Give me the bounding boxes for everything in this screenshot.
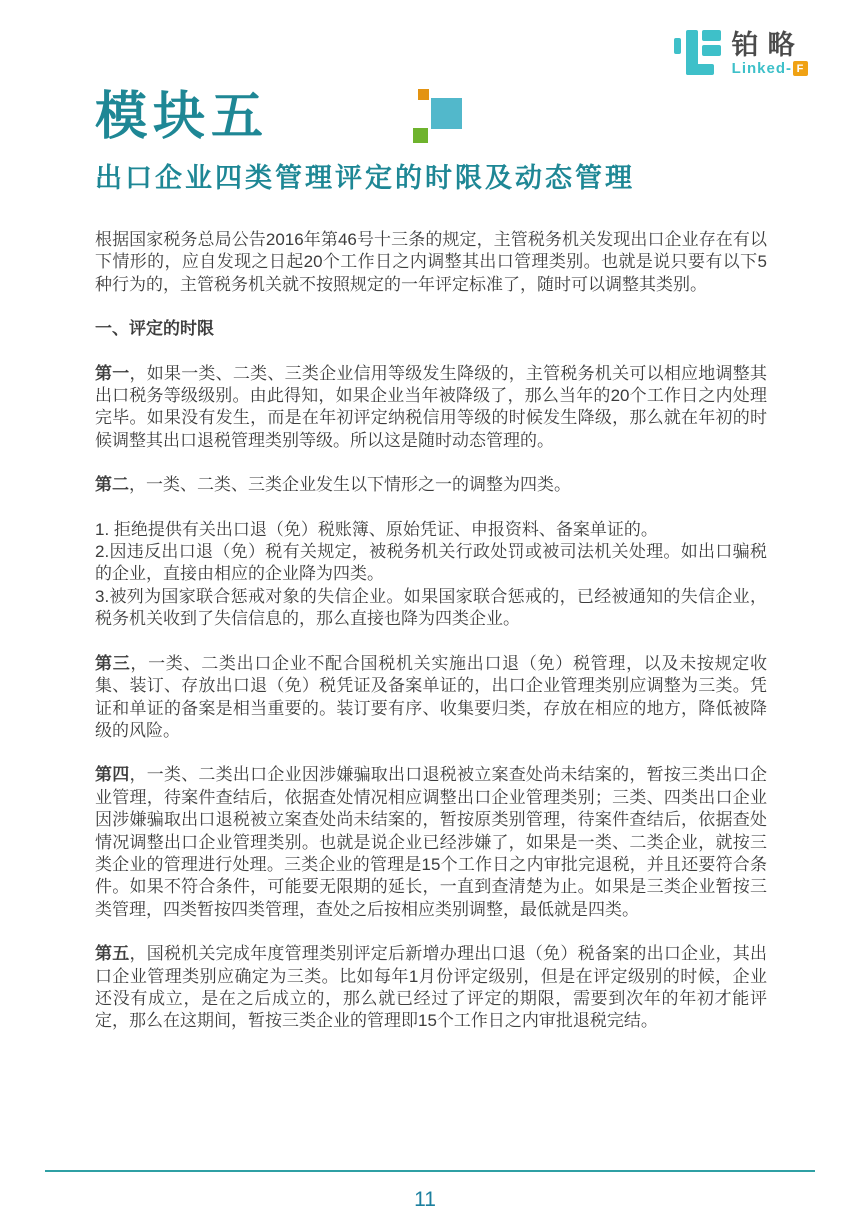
- paragraph-fifth-lead: 第五: [95, 944, 130, 964]
- document-body: [95, 229, 767, 1055]
- list-item: 1. 拒绝提供有关出口退（免）税账簿、原始凭证、申报资料、备案单证的。: [95, 519, 658, 539]
- paragraph-first-text: ，如果一类、二类、三类企业信用等级发生降级的，主管税务机关可以相应地调整其出口税务等级级别。由此得知，如果企业当年被降级了，那么当年的20个工作日之内处理完毕。如果没有发生，而是在年初评定纳税信用等级的时候发生降级，那么就在年初的时候调整其出口退税管理类别等级。所以这是随时动态管理的。: [95, 363, 768, 450]
- intro-paragraph: 根据国家税务总局公告2016年第46号十三条的规定，主管税务机关发现出口企业存在有以下情形的，应自发现之日起20个工作日之内调整其出口管理类别。也就是说只要有以下5种行为的，主管税务机关就不按照规定的一年评定标准了，随时可以调整其类别。: [95, 230, 767, 294]
- brand-f-badge: F: [793, 61, 808, 76]
- paragraph-first-lead: 第一: [95, 363, 130, 383]
- paragraph-third-text: ，一类、二类出口企业不配合国税机关实施出口退（免）税管理，以及未按规定收集、装订、存放出口退（免）税凭证及备案单证的，出口企业管理类别应调整为三类。凭证和单证的备案是相当重要的。装订要有序、收集要归类，存放在相应的地方，降低被降级的风险。: [95, 653, 767, 740]
- brand-logo: [674, 30, 808, 78]
- module-title: 模块五: [95, 86, 270, 147]
- page-number: 11: [414, 1188, 436, 1211]
- paragraph-second-text: ，一类、二类、三类企业发生以下情形之一的调整为四类。: [129, 475, 571, 495]
- list-item: 3.被列为国家联合惩戒对象的失信企业。如果国家联合惩戒的，已经被通知的失信企业，税务机关收到了失信信息的，那么直接也降为四类企业。: [95, 586, 767, 629]
- paragraph-first: [95, 363, 767, 453]
- brand-name-english: Linked- F: [732, 60, 808, 77]
- deco-square-orange: [418, 89, 429, 100]
- paragraph-second-lead: 第二: [95, 475, 129, 495]
- paragraph-fourth-text: ，一类、二类出口企业因涉嫌骗取出口退税被立案查处尚未结案的，暂按三类出口企业管理，待案件查结后，依据查处情况相应调整出口企业管理类别；三类、四类出口企业因涉嫌骗取出口退税被立案查处尚未结案的，暂按原类别管理，待案件查结后，依据查处情况调整出口企业管理类别。也就是说企业已经涉嫌了，如果是一类、二类企业，就按三类企业的管理进行处理。三类企业的管理是15个工作日之内审批完退税，并且还要符合条件。如果不符合条件，可能要无限期的延长，一直到查清楚为止。如果是三类企业暂按三类管理，四类暂按四类管理，查处之后按相应类别调整，最低就是四类。: [95, 765, 768, 919]
- footer-divider: [45, 1170, 815, 1172]
- linked-f-logo-icon: [674, 30, 722, 78]
- deco-square-teal: [431, 98, 462, 129]
- paragraph-third-lead: 第三: [95, 653, 131, 673]
- paragraph-fifth-text: ，国税机关完成年度管理类别评定后新增办理出口退（免）税备案的出口企业，其出口企业管理类别应确定为三类。比如每年1月份评定级别，但是在评定级别的时候，企业还没有成立，是在之后成立的，那么就已经过了评定的期限，需要到次年的年初才能评定，那么在这期间，暂按三类企业的管理即15个工作日之内审批退税完结。: [95, 944, 768, 1031]
- deco-square-green: [413, 128, 428, 143]
- page-subtitle: 出口企业四类管理评定的时限及动态管理: [95, 163, 635, 195]
- paragraph-second: [95, 474, 767, 496]
- title-block: [95, 86, 635, 195]
- brand-text: [732, 31, 808, 78]
- brand-name-chinese: 铂略: [731, 29, 804, 60]
- section-heading: 一、评定的时限: [95, 319, 214, 339]
- list-item: 2.因违反出口退（免）税有关规定，被税务机关行政处罚或被司法机关处理。如出口骗税的企业，直接由相应的企业降为四类。: [95, 542, 767, 584]
- paragraph-fourth-lead: 第四: [95, 765, 130, 785]
- paragraph-fourth: [95, 764, 767, 921]
- paragraph-third: [95, 653, 767, 743]
- paragraph-fifth: [95, 943, 767, 1033]
